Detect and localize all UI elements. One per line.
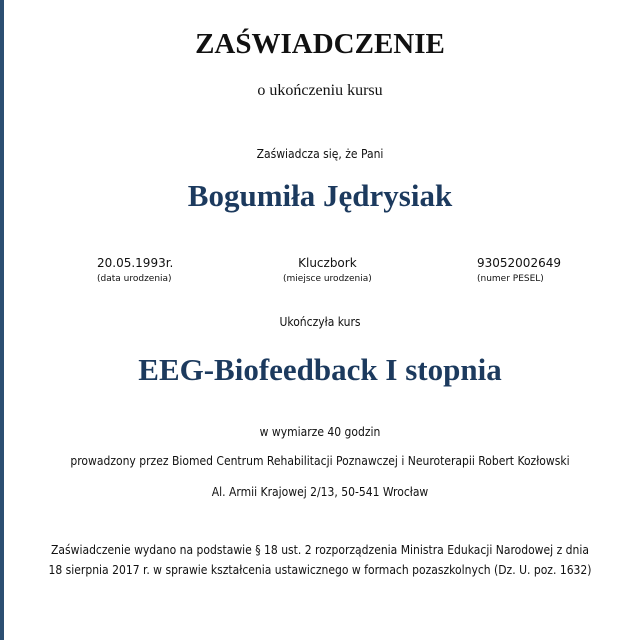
birth-date-field	[97, 256, 173, 284]
pesel-number: 93052002649	[477, 256, 561, 270]
recipient-name: Bogumiła Jędrysiak	[187, 178, 453, 213]
pesel-label: (numer PESEL)	[477, 274, 544, 284]
birth-date: 20.05.1993r.	[97, 256, 174, 270]
course-hours: w wymiarze 40 godzin	[259, 425, 381, 439]
birth-place: Kluczbork	[298, 256, 357, 270]
legal-basis-line-2: 18 sierpnia 2017 r. w sprawie kształcenia ustawicznego w formach pozaszkolnych (Dz. U. poz. 1632)	[48, 563, 592, 577]
birth-place-label: (miejsce urodzenia)	[283, 274, 372, 284]
certificate-subtitle: o ukończeniu kursu	[257, 82, 383, 99]
legal-basis-line-1: Zaświadczenie wydano na podstawie § 18 ust. 2 rozporządzenia Ministra Edukacji Narodowej z dnia	[50, 543, 589, 557]
course-organizer: prowadzony przez Biomed Centrum Rehabilitacji Poznawczej i Neuroterapii Robert Kozłowski	[70, 454, 570, 468]
pesel-field	[477, 256, 561, 284]
certifies-text: Zaświadcza się, że Pani	[256, 147, 384, 161]
birth-date-label: (data urodzenia)	[97, 274, 172, 284]
course-name: EEG-Biofeedback I stopnia	[138, 352, 502, 387]
birth-place-field	[283, 256, 372, 284]
completed-text: Ukończyła kurs	[279, 315, 361, 329]
organizer-address: Al. Armii Krajowej 2/13, 50-541 Wrocław	[211, 485, 429, 499]
certificate-title: ZAŚWIADCZENIE	[195, 28, 445, 60]
